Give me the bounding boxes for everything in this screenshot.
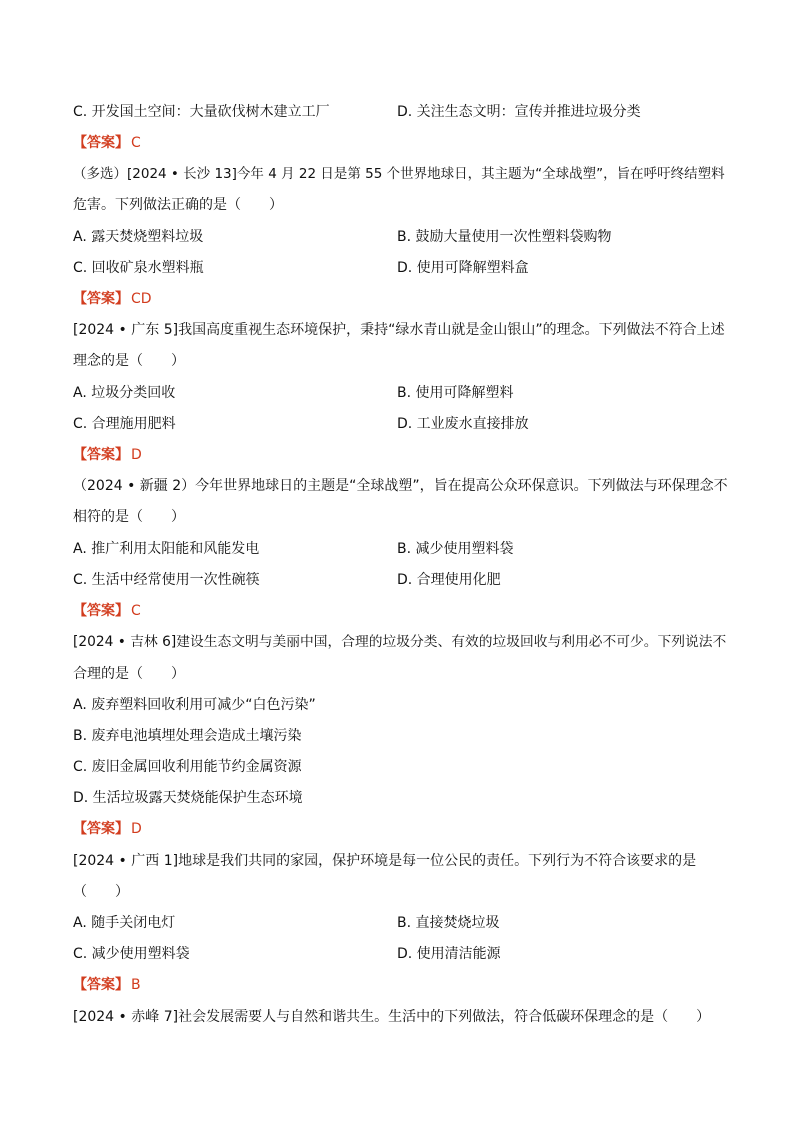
answer: [73, 601, 141, 621]
answer-value: C: [131, 135, 141, 151]
option-d: D. 工业废水直接排放: [397, 416, 529, 432]
options-row-ab: [73, 539, 733, 559]
question-stem: 理念的是（ ）: [73, 353, 185, 369]
question-stem: （2024 • 新疆 2）今年世界地球日的主题是“全球战塑”，旨在提高公众环保意识。下列做法与环保理念不: [73, 478, 728, 494]
option-d: D. 使用可降解塑料盒: [397, 260, 529, 276]
option-c: C. 合理施用肥料: [73, 416, 176, 432]
options-row-cd: [73, 102, 733, 122]
option-d: D. 合理使用化肥: [397, 572, 501, 588]
answer-value: CD: [131, 291, 152, 307]
option-d: D. 使用清洁能源: [397, 946, 501, 962]
question-stem: [2024 • 吉林 6]建设生态文明与美丽中国，合理的垃圾分类、有效的垃圾回收与利用必不可少。下列说法不: [73, 634, 727, 650]
option-c: C. 回收矿泉水塑料瓶: [73, 260, 204, 276]
option-c: C. 减少使用塑料袋: [73, 946, 190, 962]
option-a: A. 露天焚烧塑料垃圾: [73, 229, 204, 245]
option-c: C. 废旧金属回收利用能节约金属资源: [73, 759, 302, 775]
answer: [73, 975, 141, 995]
options-row-cd: [73, 258, 733, 278]
options-row-ab: [73, 383, 733, 403]
option-a: A. 垃圾分类回收: [73, 385, 176, 401]
option-b: B. 使用可降解塑料: [397, 385, 514, 401]
option-c: C. 生活中经常使用一次性碗筷: [73, 572, 260, 588]
answer-value: D: [131, 447, 142, 463]
answer-label: 【答案】: [73, 135, 129, 151]
answer-label: 【答案】: [73, 447, 129, 463]
option-a: A. 推广利用太阳能和风能发电: [73, 541, 260, 557]
option-b: B. 减少使用塑料袋: [397, 541, 514, 557]
option-c: C. 开发国土空间：大量砍伐树木建立工厂: [73, 104, 330, 120]
question-stem: [2024 • 广西 1]地球是我们共同的家园，保护环境是每一位公民的责任。下列行为不符合该要求的是: [73, 853, 697, 869]
option-b: B. 鼓励大量使用一次性塑料袋购物: [397, 229, 612, 245]
question-stem: （多选）[2024 • 长沙 13]今年 4 月 22 日是第 55 个世界地球日，其主题为“全球战塑”，旨在呼吁终结塑料: [73, 166, 725, 182]
answer-label: 【答案】: [73, 821, 129, 837]
option-b: B. 废弃电池填埋处理会造成土壤污染: [73, 728, 302, 744]
options-row-ab: [73, 227, 733, 247]
answer: [73, 289, 152, 309]
option-d: D. 生活垃圾露天焚烧能保护生态环境: [73, 790, 303, 806]
question-stem: [2024 • 赤峰 7]社会发展需要人与自然和谐共生。生活中的下列做法，符合低碳环保理念的是（ ）: [73, 1009, 711, 1025]
answer-value: C: [131, 603, 141, 619]
option-d: D. 关注生态文明：宣传并推进垃圾分类: [397, 104, 641, 120]
answer-label: 【答案】: [73, 291, 129, 307]
option-a: A. 随手关闭电灯: [73, 915, 176, 931]
answer: [73, 819, 142, 839]
question-stem: 合理的是（ ）: [73, 666, 185, 682]
options-row-cd: [73, 944, 733, 964]
answer: [73, 445, 142, 465]
options-row-cd: [73, 414, 733, 434]
answer-label: 【答案】: [73, 977, 129, 993]
question-stem: 危害。下列做法正确的是（ ）: [73, 197, 283, 213]
question-stem: （ ）: [73, 884, 129, 900]
options-row-ab: [73, 913, 733, 933]
answer-label: 【答案】: [73, 603, 129, 619]
options-row-cd: [73, 570, 733, 590]
question-stem: [2024 • 广东 5]我国高度重视生态环境保护，秉持“绿水青山就是金山银山”的理念。下列做法不符合上述: [73, 322, 725, 338]
answer-value: D: [131, 821, 142, 837]
answer: [73, 133, 141, 153]
answer-value: B: [131, 977, 141, 993]
option-b: B. 直接焚烧垃圾: [397, 915, 500, 931]
question-stem: 相符的是（ ）: [73, 509, 185, 525]
option-a: A. 废弃塑料回收利用可减少“白色污染”: [73, 697, 316, 713]
